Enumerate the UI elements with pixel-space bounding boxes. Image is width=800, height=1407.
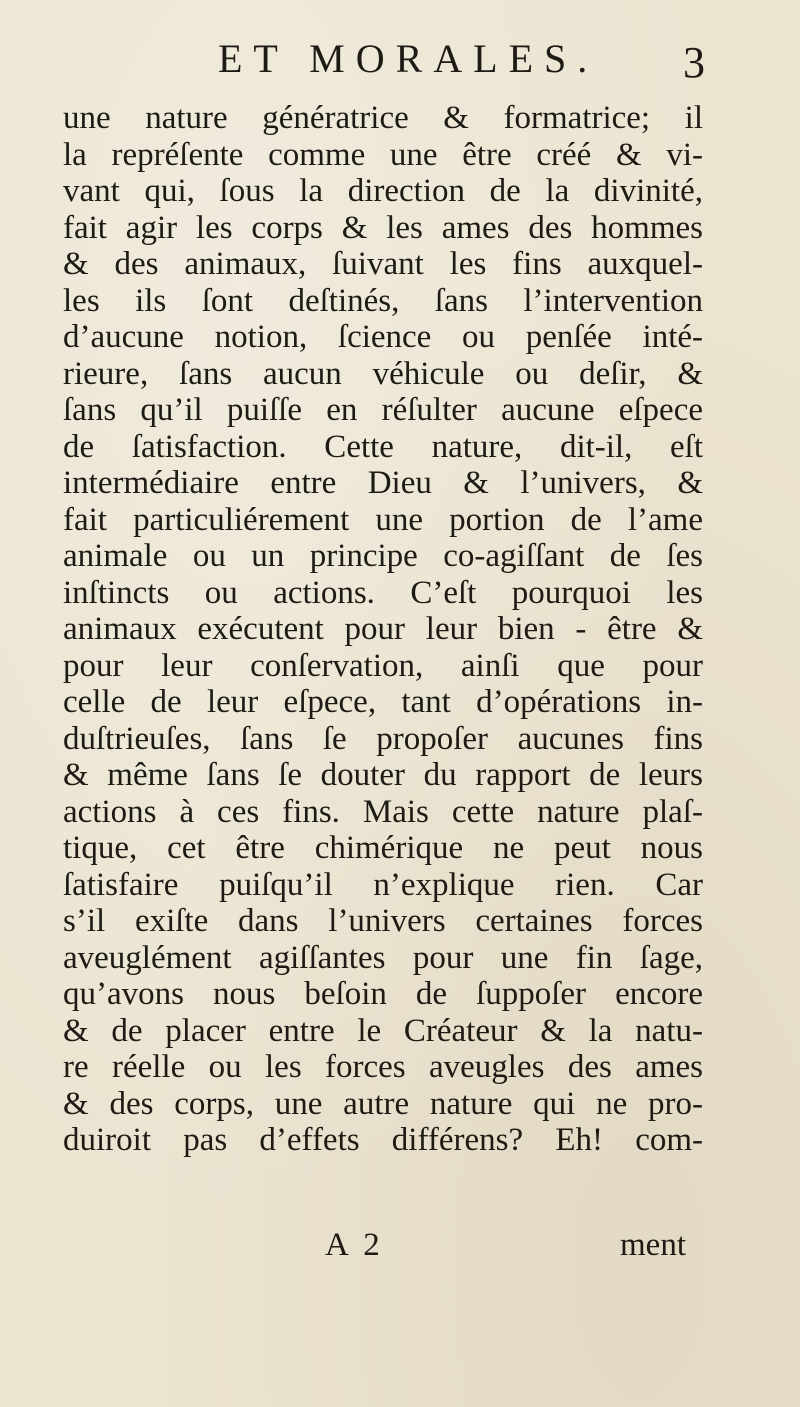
text-line: duiroit pas d’effets différens? Eh! com- — [63, 1122, 703, 1158]
signature-mark: A 2 — [325, 1227, 384, 1263]
text-line: & même ſans ſe douter du rapport de leurs — [63, 757, 703, 793]
text-line: animaux exécutent pour leur bien - être & — [63, 611, 703, 647]
text-line: s’il exiſte dans l’univers certaines forces — [63, 903, 703, 939]
text-line: qu’avons nous beſoin de ſuppoſer encore — [63, 976, 703, 1012]
text-line: rieure, ſans aucun véhicule ou deſir, & — [63, 355, 703, 392]
text-line: actions à ces fins. Mais cette nature plaſ- — [63, 793, 703, 830]
text-line: animale ou un principe co-agiſſant de ſes — [63, 538, 703, 574]
text-line: celle de leur eſpece, tant d’opérations in- — [63, 684, 703, 720]
text-line: re réelle ou les forces aveugles des ames — [63, 1049, 703, 1085]
body-text — [63, 100, 703, 1159]
text-line: & de placer entre le Créateur & la natu- — [63, 1012, 703, 1049]
text-line: une nature génératrice & formatrice; il — [63, 100, 703, 136]
text-line: de ſatisfaction. Cette nature, dit-il, eſt — [63, 428, 703, 465]
text-line: & des corps, une autre nature qui ne pro- — [63, 1085, 703, 1122]
running-head-title: ET MORALES. — [218, 36, 599, 81]
page-number: 3 — [683, 38, 705, 87]
text-line: vant qui, ſous la direction de la divinité, — [63, 173, 703, 209]
page-footer — [0, 1223, 800, 1267]
text-line: tique, cet être chimérique ne peut nous — [63, 830, 703, 866]
catchword: ment — [620, 1227, 686, 1263]
text-line: intermédiaire entre Dieu & l’univers, & — [63, 465, 703, 501]
running-head — [0, 30, 800, 90]
text-line: les ils ſont deſtinés, ſans l’intervention — [63, 282, 703, 319]
text-line: fait agir les corps & les ames des hommes — [63, 209, 703, 246]
text-line: fait particuliérement une portion de l’ame — [63, 501, 703, 538]
text-line: d’aucune notion, ſcience ou penſée inté- — [63, 319, 703, 355]
text-line: la repréſente comme une être créé & vi- — [63, 136, 703, 173]
text-line: duſtrieuſes, ſans ſe propoſer aucunes fins — [63, 720, 703, 757]
text-line: inſtincts ou actions. C’eſt pourquoi les — [63, 574, 703, 611]
text-line: ſans qu’il puiſſe en réſulter aucune eſpece — [63, 392, 703, 428]
text-line: pour leur conſervation, ainſi que pour — [63, 647, 703, 684]
text-line: aveuglément agiſſantes pour une fin ſage, — [63, 939, 703, 976]
text-line: ſatisfaire puiſqu’il n’explique rien. Car — [63, 866, 703, 903]
text-line: & des animaux, ſuivant les fins auxquel- — [63, 246, 703, 282]
